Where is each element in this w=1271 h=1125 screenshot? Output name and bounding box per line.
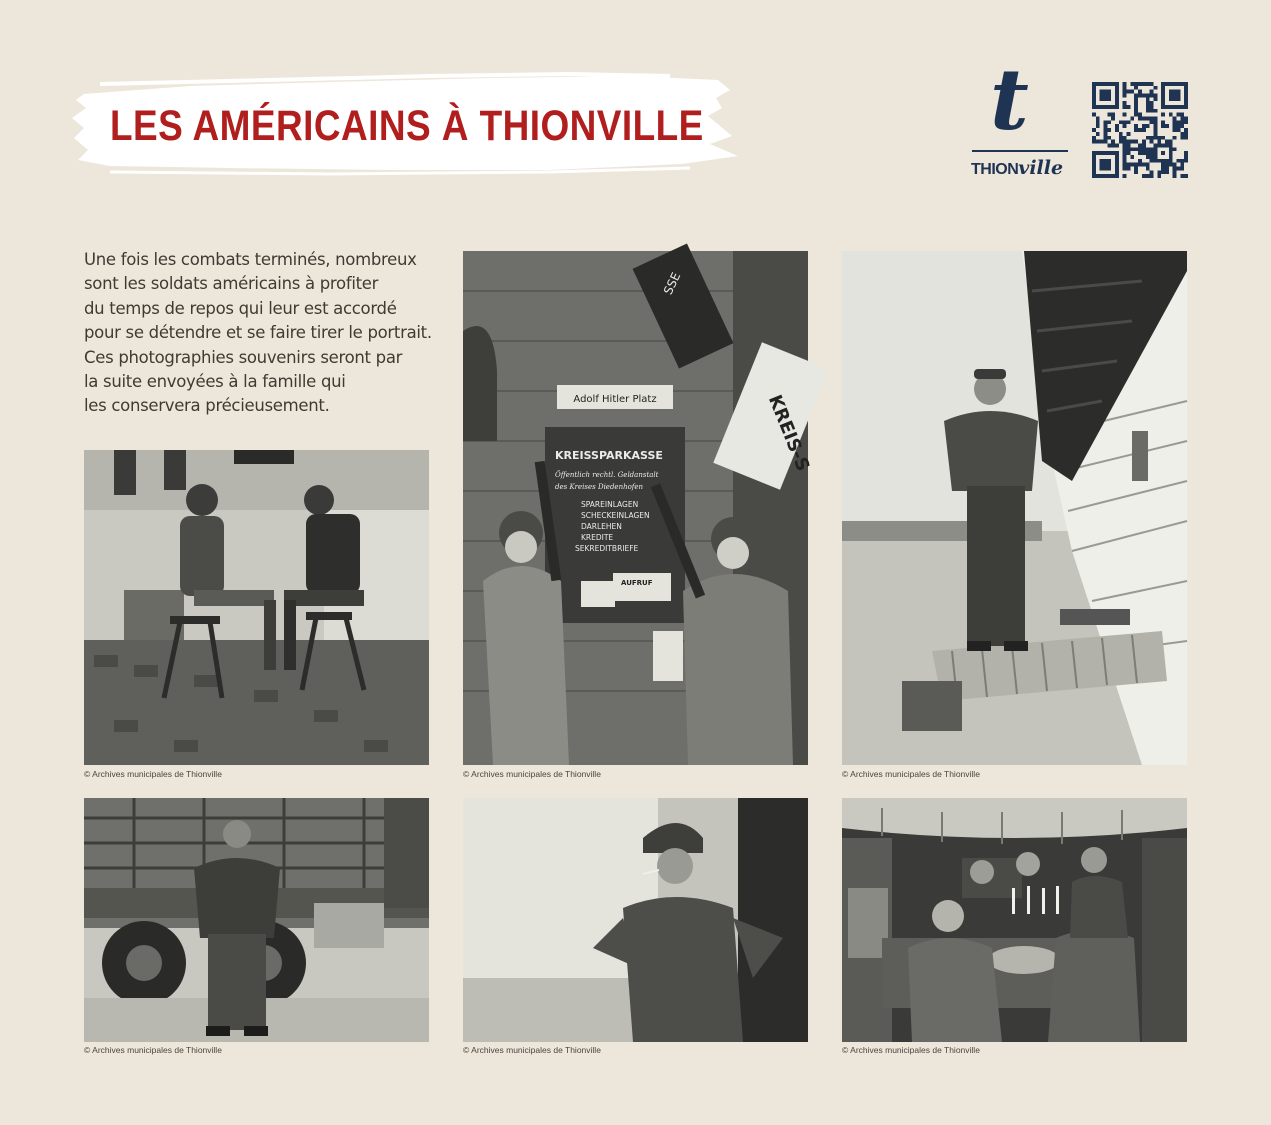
photo-bank-line: SEKREDITBRIEFE — [575, 544, 639, 553]
photo-bank-line: SPAREINLAGEN — [581, 500, 639, 509]
page-title: LES AMÉRICAINS À THIONVILLE — [110, 102, 704, 150]
photo-bank-sub2: des Kreises Diedenhofen — [555, 483, 644, 491]
photo-soldier-helmet — [463, 798, 808, 1042]
qr-code[interactable] — [1092, 82, 1188, 178]
intro-paragraph — [84, 248, 444, 419]
photo-credit: © Archives municipales de Thionville — [463, 769, 601, 779]
photo-soldier-truck — [84, 798, 429, 1042]
photo-bank-sub: Öffentlich rechtl. Geldanstalt — [555, 471, 659, 479]
photo-soldiers-seated — [84, 450, 429, 765]
logo-wordmark — [971, 157, 1063, 179]
photo-credit: © Archives municipales de Thionville — [84, 769, 222, 779]
photo-credit: © Archives municipales de Thionville — [842, 1045, 980, 1055]
intro-line: sont les soldats américains à profiter — [84, 274, 379, 294]
photo-street-sign: Adolf Hitler Platz — [573, 394, 657, 405]
photo-kreissparkasse — [463, 251, 814, 765]
intro-line: pour se détendre et se faire tirer le portrait. — [84, 323, 432, 343]
intro-line: Une fois les combats terminés, nombreux — [84, 250, 417, 269]
thionville-logo — [968, 50, 1070, 180]
photo-aufruf: AUFRUF — [621, 579, 653, 587]
photo-bank-line: KREDITE — [581, 533, 614, 542]
logo-word-suffix: ville — [1018, 157, 1064, 179]
logo-letter: t — [990, 50, 1029, 149]
photo-bank-sign: KREISSPARKASSE — [555, 449, 663, 462]
photo-credit: © Archives municipales de Thionville — [84, 1045, 222, 1055]
logo-word-prefix: THION — [971, 161, 1019, 178]
photo-soldier-porch — [842, 251, 1187, 765]
logo-rule — [972, 150, 1068, 152]
photo-sign-top: SSE — [660, 270, 684, 297]
photo-sign-kreis: KREIS-S — [763, 391, 814, 475]
intro-line: les conservera précieusement. — [84, 396, 330, 416]
photo-credit: © Archives municipales de Thionville — [463, 1045, 601, 1055]
photo-soldiers-cake — [842, 798, 1187, 1042]
photo-bank-line: SCHECKEINLAGEN — [581, 511, 650, 520]
photo-bank-line: DARLEHEN — [581, 522, 622, 531]
title-banner — [70, 72, 742, 176]
intro-line: du temps de repos qui leur est accordé — [84, 298, 397, 318]
intro-line: Ces photographies souvenirs seront par — [84, 347, 403, 367]
photo-credit: © Archives municipales de Thionville — [842, 769, 980, 779]
intro-line: la suite envoyées à la famille qui — [84, 372, 346, 392]
